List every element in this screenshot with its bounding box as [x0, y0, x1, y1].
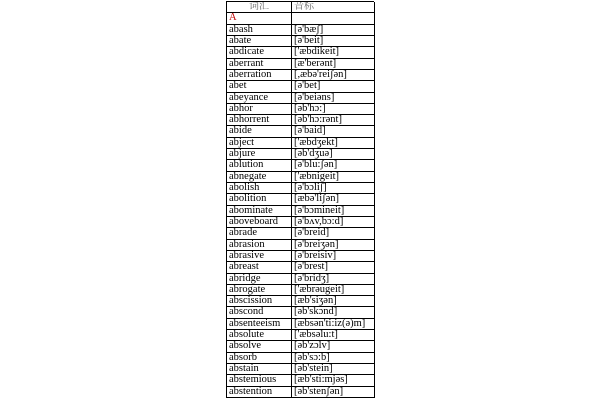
word-cell: abolish: [227, 183, 292, 194]
section-empty-cell: [292, 13, 375, 24]
word-cell: abdicate: [227, 47, 292, 58]
word-cell: abhorrent: [227, 115, 292, 126]
section-letter: A: [227, 13, 292, 24]
word-cell: abrasion: [227, 240, 292, 251]
phonetic-cell: [æbsən'ti:iz(ə)m]: [292, 319, 375, 330]
phonetic-cell: [,æbə'reiʃən]: [292, 70, 375, 81]
phonetic-cell: [ə'bɔliʃ]: [292, 183, 375, 194]
phonetic-cell: [ə'brest]: [292, 262, 375, 273]
phonetic-cell: [ə'bridʒ]: [292, 274, 375, 285]
phonetic-cell: ['æbsəlu:t]: [292, 330, 375, 341]
word-cell: abrasive: [227, 251, 292, 262]
phonetic-cell: [əb'stein]: [292, 364, 375, 375]
word-cell: abnegate: [227, 172, 292, 183]
phonetic-cell: [ə'bɔmineit]: [292, 206, 375, 217]
phonetic-cell: [æbə'liʃən]: [292, 194, 375, 205]
phonetic-cell: ['æbdʒekt]: [292, 138, 375, 149]
word-cell: abscission: [227, 296, 292, 307]
phonetic-cell: [æb'sti:mjəs]: [292, 375, 375, 386]
word-cell: abstain: [227, 364, 292, 375]
word-cell: abscond: [227, 307, 292, 318]
word-cell: abhor: [227, 104, 292, 115]
word-cell: absenteeism: [227, 319, 292, 330]
phonetic-cell: [ə'baid]: [292, 126, 375, 137]
phonetic-cell: [əb'zɔlv]: [292, 341, 375, 352]
word-cell: abash: [227, 25, 292, 36]
word-cell: abstemious: [227, 375, 292, 386]
vocabulary-table: [226, 1, 374, 398]
phonetic-cell: [ə'bæʃ]: [292, 25, 375, 36]
header-word: 词汇: [227, 2, 292, 13]
phonetic-cell: [əb'hɔ:]: [292, 104, 375, 115]
phonetic-cell: [ə'breisiv]: [292, 251, 375, 262]
word-cell: abject: [227, 138, 292, 149]
word-cell: abeyance: [227, 93, 292, 104]
word-cell: aboveboard: [227, 217, 292, 228]
word-cell: abreast: [227, 262, 292, 273]
phonetic-cell: [æb'siʒən]: [292, 296, 375, 307]
word-cell: abrade: [227, 228, 292, 239]
word-cell: aberrant: [227, 59, 292, 70]
phonetic-cell: ['æbrəugeit]: [292, 285, 375, 296]
word-cell: abstention: [227, 387, 292, 398]
phonetic-cell: [ə'breid]: [292, 228, 375, 239]
phonetic-cell: [əb'stenʃən]: [292, 387, 375, 398]
word-cell: aberration: [227, 70, 292, 81]
phonetic-cell: [əb'dʒuə]: [292, 149, 375, 160]
word-cell: absolute: [227, 330, 292, 341]
phonetic-cell: [əb'hɔ:rənt]: [292, 115, 375, 126]
phonetic-cell: [əb'skɔnd]: [292, 307, 375, 318]
phonetic-cell: ['æbdikeit]: [292, 47, 375, 58]
word-cell: absorb: [227, 353, 292, 364]
word-cell: abjure: [227, 149, 292, 160]
word-cell: abridge: [227, 274, 292, 285]
word-cell: abolition: [227, 194, 292, 205]
word-cell: abet: [227, 81, 292, 92]
header-phonetic: 音标: [292, 2, 375, 13]
phonetic-cell: [əb'sɔ:b]: [292, 353, 375, 364]
phonetic-cell: [æ'berənt]: [292, 59, 375, 70]
word-cell: absolve: [227, 341, 292, 352]
word-cell: abate: [227, 36, 292, 47]
word-cell: ablution: [227, 160, 292, 171]
phonetic-cell: [ə'bʌv,bɔ:d]: [292, 217, 375, 228]
word-cell: abrogate: [227, 285, 292, 296]
phonetic-cell: [ə'beiəns]: [292, 93, 375, 104]
word-cell: abide: [227, 126, 292, 137]
phonetic-cell: [ə'beit]: [292, 36, 375, 47]
phonetic-cell: [ə'breiʒən]: [292, 240, 375, 251]
word-cell: abominate: [227, 206, 292, 217]
phonetic-cell: [ə'bet]: [292, 81, 375, 92]
phonetic-cell: [ə'blu:ʃən]: [292, 160, 375, 171]
phonetic-cell: ['æbnigeit]: [292, 172, 375, 183]
